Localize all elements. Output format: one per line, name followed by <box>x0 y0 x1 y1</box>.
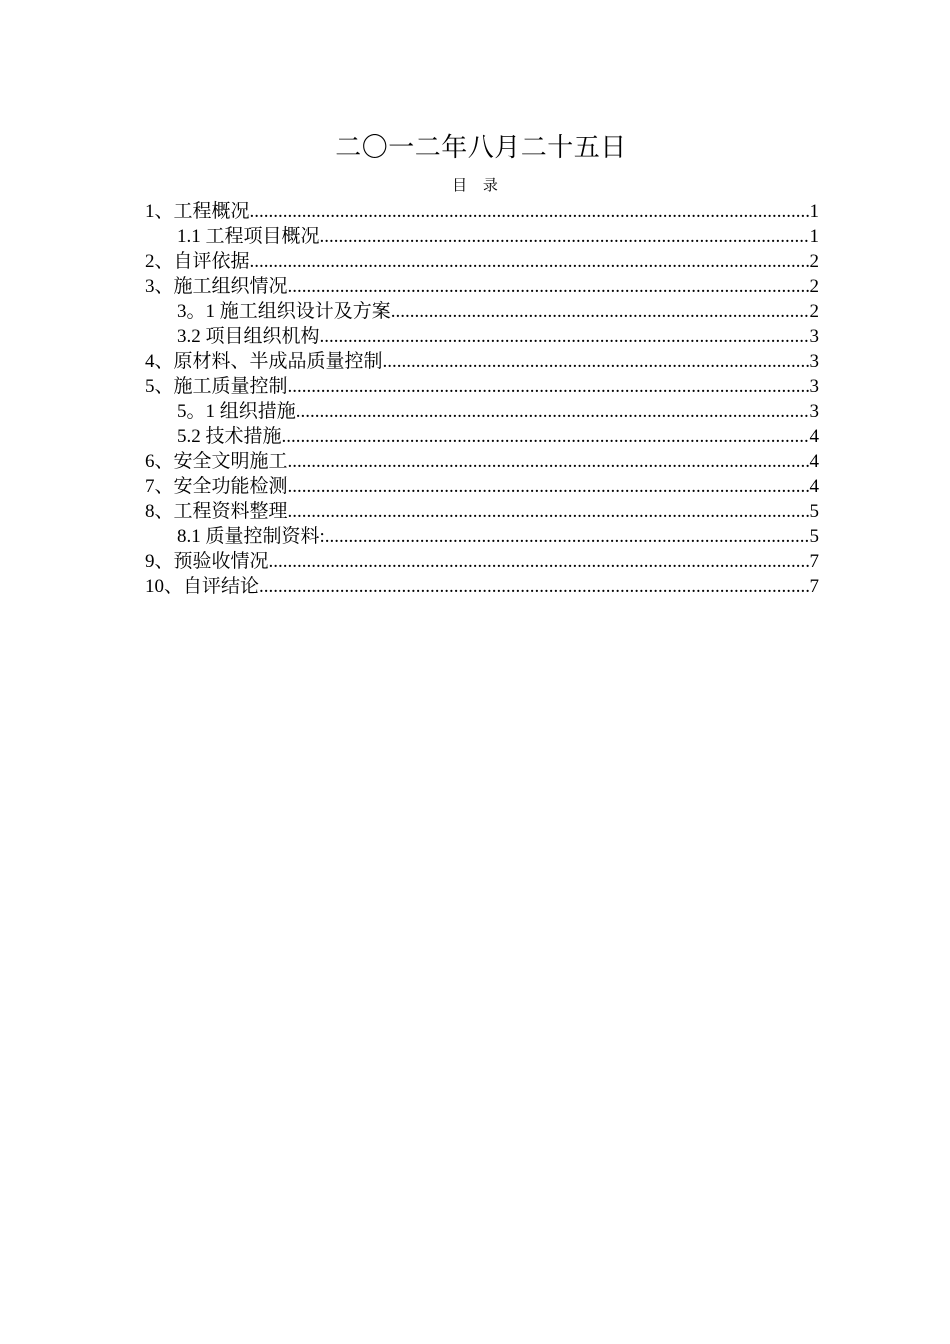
toc-dot-leader <box>325 524 810 549</box>
toc-page-number: 5 <box>809 501 819 522</box>
toc-dot-leader <box>320 324 810 349</box>
toc-page-number: 7 <box>809 551 819 572</box>
toc-entry-label: 5.2 技术措施 <box>177 426 282 447</box>
toc-entry-label: 7、安全功能检测 <box>145 476 288 497</box>
toc-dot-leader <box>250 249 810 274</box>
toc-dot-leader <box>320 224 810 249</box>
toc-entry[interactable] <box>145 474 819 499</box>
toc-page-number: 7 <box>809 576 819 597</box>
toc-entry-label: 6、安全文明施工 <box>145 451 288 472</box>
toc-entry[interactable] <box>145 399 819 424</box>
toc-dot-leader <box>288 474 810 499</box>
toc-entry[interactable] <box>145 424 819 449</box>
toc-entry[interactable] <box>145 574 819 599</box>
toc-entry[interactable] <box>145 299 819 324</box>
toc-entry-label: 1、工程概况 <box>145 201 250 222</box>
toc-entry-label: 3.2 项目组织机构 <box>177 326 320 347</box>
toc-dot-leader <box>269 549 810 574</box>
toc-entry-label: 8、工程资料整理 <box>145 501 288 522</box>
toc-entry-label: 1.1 工程项目概况 <box>177 226 320 247</box>
toc-page-number: 4 <box>809 476 819 497</box>
toc-dot-leader <box>282 424 810 449</box>
toc-dot-leader <box>296 399 810 424</box>
toc-entry-label: 2、自评依据 <box>145 251 250 272</box>
toc-page-number: 1 <box>809 226 819 247</box>
toc-entry[interactable] <box>145 349 819 374</box>
toc-page-number: 2 <box>809 301 819 322</box>
toc-page-number: 4 <box>809 426 819 447</box>
toc-entry[interactable] <box>145 374 819 399</box>
toc-entry[interactable] <box>145 499 819 524</box>
toc-entry[interactable] <box>145 224 819 249</box>
toc-page-number: 2 <box>809 276 819 297</box>
toc-dot-leader <box>288 374 810 399</box>
toc-entry[interactable] <box>145 449 819 474</box>
toc-dot-leader <box>383 349 810 374</box>
toc-page-number: 3 <box>809 401 819 422</box>
toc-heading: 目 录 <box>452 178 498 194</box>
toc-entry-label: 8.1 质量控制资料: <box>177 526 325 547</box>
table-of-contents <box>145 199 819 599</box>
toc-entry[interactable] <box>145 549 819 574</box>
toc-entry-label: 4、原材料、半成品质量控制 <box>145 351 383 372</box>
toc-entry[interactable] <box>145 274 819 299</box>
toc-dot-leader <box>391 299 810 324</box>
toc-entry-label: 3、施工组织情况 <box>145 276 288 297</box>
toc-dot-leader <box>288 499 810 524</box>
toc-page-number: 1 <box>809 201 819 222</box>
toc-entry-label: 10、自评结论 <box>145 576 260 597</box>
toc-entry[interactable] <box>145 249 819 274</box>
toc-entry[interactable] <box>145 324 819 349</box>
toc-page-number: 5 <box>809 526 819 547</box>
toc-entry[interactable] <box>145 199 819 224</box>
toc-dot-leader <box>288 449 810 474</box>
toc-dot-leader <box>250 199 810 224</box>
toc-page-number: 3 <box>809 376 819 397</box>
toc-page-number: 3 <box>809 351 819 372</box>
toc-entry-label: 5、施工质量控制 <box>145 376 288 397</box>
toc-entry[interactable] <box>145 524 819 549</box>
toc-entry-label: 3。1 施工组织设计及方案 <box>177 301 391 322</box>
toc-dot-leader <box>259 574 809 599</box>
toc-page-number: 4 <box>809 451 819 472</box>
toc-dot-leader <box>288 274 810 299</box>
toc-entry-label: 5。1 组织措施 <box>177 401 296 422</box>
toc-entry-label: 9、预验收情况 <box>145 551 269 572</box>
date-title: 二〇一二年八月二十五日 <box>335 133 627 162</box>
toc-page-number: 2 <box>809 251 819 272</box>
toc-page-number: 3 <box>809 326 819 347</box>
